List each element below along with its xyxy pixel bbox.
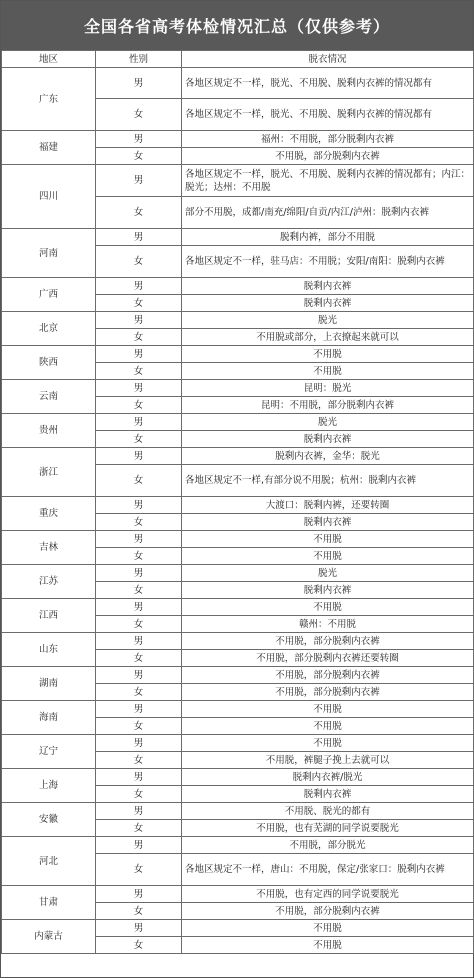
undress-cell: 不用脱，部分脱剩内衣裤: [182, 903, 474, 920]
table-row: [2, 278, 474, 295]
region-cell: 安徽: [2, 803, 96, 837]
table-row: [2, 531, 474, 548]
region-cell: 海南: [2, 701, 96, 735]
undress-cell: 不用脱: [182, 346, 474, 363]
region-cell: 广西: [2, 278, 96, 312]
gender-cell: 女: [96, 582, 182, 599]
gender-cell: 男: [96, 633, 182, 650]
gender-cell: 男: [96, 920, 182, 937]
undress-cell: 不用脱，部分脱剩内衣裤: [182, 633, 474, 650]
undress-cell: 脱剩内衣裤: [182, 514, 474, 531]
gender-cell: 男: [96, 837, 182, 854]
gender-cell: 男: [96, 531, 182, 548]
undress-cell: 不用脱: [182, 548, 474, 565]
gender-cell: 男: [96, 165, 182, 197]
table-row: [2, 68, 474, 99]
region-cell: 河南: [2, 229, 96, 278]
gender-cell: 男: [96, 380, 182, 397]
region-cell: 辽宁: [2, 735, 96, 769]
undress-cell: 不用脱: [182, 531, 474, 548]
region-cell: 甘肃: [2, 886, 96, 920]
table-row: [2, 165, 474, 197]
undress-cell: 脱剩内衣裤，金华：脱光: [182, 448, 474, 465]
region-cell: 四川: [2, 165, 96, 229]
table-row: [2, 131, 474, 148]
gender-cell: 女: [96, 246, 182, 278]
gender-cell: 女: [96, 514, 182, 531]
table-row: [2, 229, 474, 246]
table-row: [2, 346, 474, 363]
undress-cell: 昆明：不用脱，部分脱剩内衣裤: [182, 397, 474, 414]
region-cell: 云南: [2, 380, 96, 414]
gender-cell: 男: [96, 667, 182, 684]
undress-cell: 脱剩内裤，部分不用脱: [182, 229, 474, 246]
table-row: [2, 312, 474, 329]
gender-cell: 男: [96, 803, 182, 820]
gender-cell: 男: [96, 735, 182, 752]
gender-cell: 女: [96, 465, 182, 497]
column-header-gender: 性别: [96, 51, 182, 68]
gender-cell: 男: [96, 68, 182, 99]
table-row: [2, 886, 474, 903]
gender-cell: 女: [96, 431, 182, 448]
exam-table: [1, 50, 474, 954]
undress-cell: 不用脱: [182, 599, 474, 616]
gender-cell: 女: [96, 752, 182, 769]
undress-cell: 不用脱: [182, 937, 474, 954]
undress-cell: 赣州：不用脱: [182, 616, 474, 633]
gender-cell: 女: [96, 148, 182, 165]
table-row: [2, 599, 474, 616]
gender-cell: 男: [96, 229, 182, 246]
table-body: [2, 68, 474, 954]
gender-cell: 女: [96, 197, 182, 229]
undress-cell: 各地区规定不一样,有部分说不用脱；杭州：脱剩内衣裤: [182, 465, 474, 497]
gender-cell: 男: [96, 565, 182, 582]
region-cell: 浙江: [2, 448, 96, 497]
table-row: [2, 497, 474, 514]
gender-cell: 男: [96, 312, 182, 329]
gender-cell: 女: [96, 616, 182, 633]
gender-cell: 男: [96, 448, 182, 465]
undress-cell: 不用脱: [182, 920, 474, 937]
region-cell: 贵州: [2, 414, 96, 448]
undress-cell: 不用脱，也有芜湖的同学说要脱光: [182, 820, 474, 837]
gender-cell: 女: [96, 650, 182, 667]
gender-cell: 男: [96, 701, 182, 718]
table-row: [2, 633, 474, 650]
undress-cell: 脱光: [182, 565, 474, 582]
table-row: [2, 701, 474, 718]
region-cell: 内蒙古: [2, 920, 96, 954]
table-row: [2, 837, 474, 854]
undress-cell: 不用脱: [182, 701, 474, 718]
undress-cell: 不用脱: [182, 363, 474, 380]
undress-cell: 脱剩内衣裤: [182, 786, 474, 803]
header-row: [2, 51, 474, 68]
gender-cell: 女: [96, 820, 182, 837]
gender-cell: 女: [96, 937, 182, 954]
undress-cell: 脱剩内衣裤: [182, 431, 474, 448]
region-cell: 福建: [2, 131, 96, 165]
undress-cell: 不用脱: [182, 735, 474, 752]
undress-cell: 不用脱，部分脱剩内衣裤还要转圈: [182, 650, 474, 667]
gender-cell: 男: [96, 769, 182, 786]
gender-cell: 女: [96, 718, 182, 735]
undress-cell: 不用脱，部分脱剩内衣裤: [182, 684, 474, 701]
undress-cell: 不用脱，部分脱光: [182, 837, 474, 854]
gender-cell: 男: [96, 497, 182, 514]
region-cell: 吉林: [2, 531, 96, 565]
gender-cell: 女: [96, 329, 182, 346]
region-cell: 江苏: [2, 565, 96, 599]
gender-cell: 男: [96, 599, 182, 616]
undress-cell: 脱剩内衣裤/脱光: [182, 769, 474, 786]
table-row: [2, 565, 474, 582]
gender-cell: 女: [96, 397, 182, 414]
table-row: [2, 414, 474, 431]
undress-cell: 各地区规定不一样，脱光、不用脱、脱剩内衣裤的情况都有；内江：脱光；达州：不用脱: [182, 165, 474, 197]
column-header-region: 地区: [2, 51, 96, 68]
region-cell: 北京: [2, 312, 96, 346]
gender-cell: 男: [96, 886, 182, 903]
undress-cell: 脱光: [182, 414, 474, 431]
undress-cell: 不用脱，部分脱剩内衣裤: [182, 148, 474, 165]
gender-cell: 男: [96, 346, 182, 363]
gender-cell: 女: [96, 99, 182, 131]
region-cell: 陕西: [2, 346, 96, 380]
gender-cell: 女: [96, 548, 182, 565]
undress-cell: 脱剩内衣裤: [182, 295, 474, 312]
region-cell: 重庆: [2, 497, 96, 531]
column-header-undress: 脱衣情况: [182, 51, 474, 68]
undress-cell: 不用脱，也有定西的同学说要脱光: [182, 886, 474, 903]
table-row: [2, 448, 474, 465]
region-cell: 河北: [2, 837, 96, 886]
page-title: 全国各省高考体检情况汇总（仅供参考）: [1, 1, 473, 50]
gender-cell: 男: [96, 131, 182, 148]
undress-cell: 脱剩内衣裤: [182, 582, 474, 599]
gender-cell: 男: [96, 278, 182, 295]
undress-cell: 不用脱或部分，上衣撩起来就可以: [182, 329, 474, 346]
undress-cell: 各地区规定不一样，脱光、不用脱、脱剩内衣裤的情况都有: [182, 99, 474, 131]
undress-cell: 各地区规定不一样，驻马店：不用脱；安阳/南阳：脱剩内衣裤: [182, 246, 474, 278]
table-row: [2, 769, 474, 786]
table-row: [2, 735, 474, 752]
undress-cell: 大渡口：脱剩内裤，还要转圈: [182, 497, 474, 514]
undress-cell: 不用脱: [182, 718, 474, 735]
region-cell: 江西: [2, 599, 96, 633]
undress-cell: 脱剩内衣裤: [182, 278, 474, 295]
region-cell: 上海: [2, 769, 96, 803]
undress-cell: 昆明：脱光: [182, 380, 474, 397]
table-row: [2, 803, 474, 820]
table-row: [2, 920, 474, 937]
undress-cell: 福州：不用脱，部分脱剩内衣裤: [182, 131, 474, 148]
gender-cell: 女: [96, 295, 182, 312]
undress-cell: 部分不用脱，成都/南充/绵阳/自贡/内江/泸州：脱剩内衣裤: [182, 197, 474, 229]
region-cell: 湖南: [2, 667, 96, 701]
gender-cell: 女: [96, 903, 182, 920]
table-row: [2, 667, 474, 684]
gender-cell: 女: [96, 854, 182, 886]
undress-cell: 脱光: [182, 312, 474, 329]
gender-cell: 女: [96, 684, 182, 701]
undress-cell: 不用脱、脱光的都有: [182, 803, 474, 820]
region-cell: 广东: [2, 68, 96, 131]
gender-cell: 女: [96, 363, 182, 380]
undress-cell: 各地区规定不一样，脱光、不用脱、脱剩内衣裤的情况都有: [182, 68, 474, 99]
region-cell: 山东: [2, 633, 96, 667]
gender-cell: 女: [96, 786, 182, 803]
table-row: [2, 380, 474, 397]
undress-cell: 不用脱，裤腿子挽上去就可以: [182, 752, 474, 769]
undress-cell: 不用脱，部分脱剩内衣裤: [182, 667, 474, 684]
undress-cell: 各地区规定不一样，唐山：不用脱，保定/张家口：脱剩内衣裤: [182, 854, 474, 886]
gender-cell: 男: [96, 414, 182, 431]
